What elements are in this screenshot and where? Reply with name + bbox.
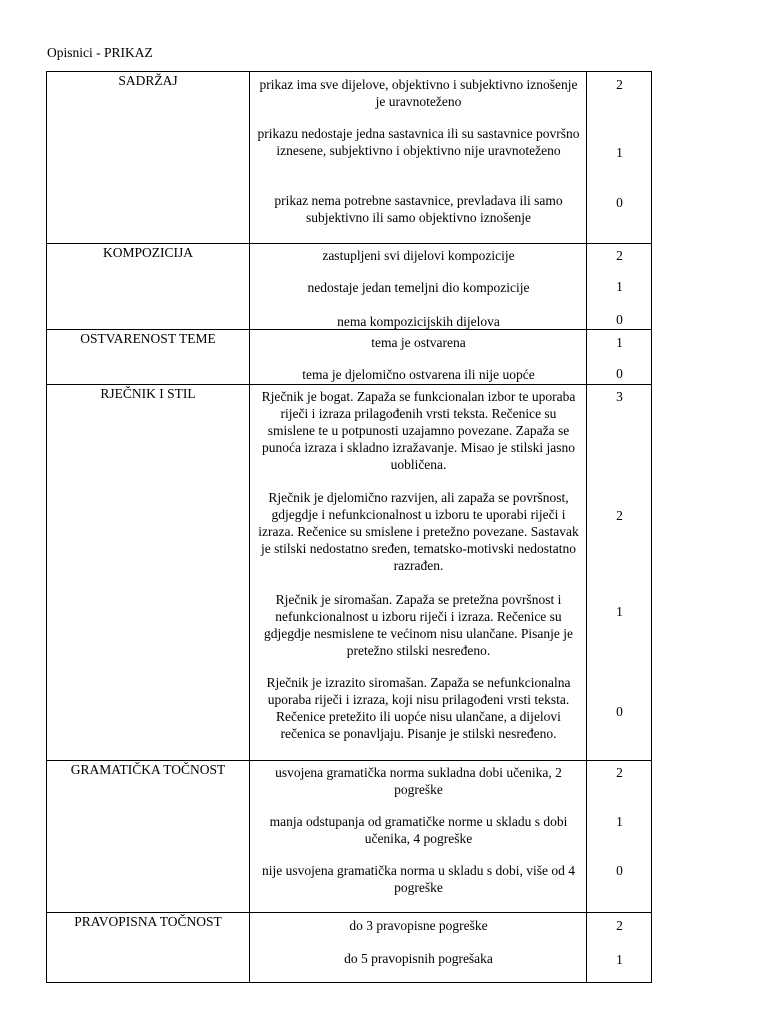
level-description: nedostaje jedan temeljni dio kompozicije [307,280,530,295]
rubric-table [46,71,652,983]
criterion-pravopisna-tocnost: PRAVOPISNA TOČNOST [47,913,250,983]
level-score: 0 [616,704,623,719]
scores-ostvarenost-teme [587,330,652,385]
scores-gramaticka-tocnost [587,761,652,913]
level-description: Rječnik je bogat. Zapaža se funkcionalan izbor te uporaba riječi i izraza prilagođenih vrsti teksta. Rečenice su smislene te u potpunosti uzajamno povezane. Zapaža se punoća izraza i skladno izražavanje. Misao je stilski jasno uobličena. [261,389,576,472]
criterion-kompozicija: KOMPOZICIJA [47,244,250,330]
scores-pravopisna-tocnost [587,913,652,983]
descriptions-sadrzaj [250,72,587,244]
level-description: nema kompozicijskih dijelova [337,314,500,329]
level-score: 0 [616,863,623,878]
level-score: 2 [616,918,623,933]
level-description: Rječnik je siromašan. Zapaža se pretežna površnost i nefunkcionalnost u izboru riječi i izraza. Rečenice su gdjegdje nesmislene te većinom nisu ulančane. Pisanje je pretežno stilski nesređeno. [264,592,573,658]
level-description: usvojena gramatička norma sukladna dobi učenika, 2 pogreške [275,765,562,797]
criterion-ostvarenost-teme: OSTVARENOST TEME [47,330,250,385]
rubric-row-ostvarenost-teme [47,330,652,385]
criterion-gramaticka-tocnost: GRAMATIČKA TOČNOST [47,761,250,913]
level-description: prikaz ima sve dijelove, objektivno i subjektivno iznošenje je uravnoteženo [259,77,578,109]
descriptions-pravopisna-tocnost [250,913,587,983]
level-score: 0 [616,312,623,327]
level-description: tema je djelomično ostvarena ili nije uopće [302,367,535,382]
level-score: 1 [616,604,623,619]
document-title: Opisnici - PRIKAZ [47,45,153,60]
level-score: 1 [616,814,623,829]
criterion-sadrzaj: SADRŽAJ [47,72,250,244]
scores-rjecnik-i-stil [587,385,652,761]
level-description: Rječnik je izrazito siromašan. Zapaža se nefunkcionalna uporaba riječi i izraza, koji nisu prilagođeni vrsti teksta. Rečenice pretežito ili uopće nisu ulančane, a dijelovi rečenica se ponavljaju. Pisanje je stilski nesređeno. [266,675,571,741]
level-description: zastupljeni svi dijelovi kompozicije [322,248,515,263]
descriptions-gramaticka-tocnost [250,761,587,913]
level-description: Rječnik je djelomično razvijen, ali zapaža se površnost, gdjegdje i nefunkcionalnost u izboru te uporabi riječi i izraza. Rečenice su smislene i pretežno povezane. Sastavak je stilski nedostatno sređen, tematsko-motivski nedostatno razrađen. [258,490,579,573]
level-score: 2 [616,508,623,523]
level-score: 2 [616,77,623,92]
level-description: do 3 pravopisne pogreške [349,918,488,933]
rubric-row-kompozicija [47,244,652,330]
rubric-row-pravopisna-tocnost [47,913,652,983]
level-description: nije usvojena gramatička norma u skladu s dobi, više od 4 pogreške [261,863,576,895]
level-score: 2 [616,765,623,780]
criterion-rjecnik-i-stil: RJEČNIK I STIL [47,385,250,761]
rubric-row-sadrzaj [47,72,652,244]
level-score: 0 [616,366,623,381]
descriptions-kompozicija [250,244,587,330]
level-score: 1 [616,335,623,350]
rubric-row-gramaticka-tocnost [47,761,652,913]
level-description: prikazu nedostaje jedna sastavnica ili su sastavnice površno iznesene, subjektivno i objektivno nije uravnoteženo [257,126,580,158]
level-score: 1 [616,279,623,294]
scores-kompozicija [587,244,652,330]
level-score: 2 [616,248,623,263]
rubric-row-rjecnik-i-stil [47,385,652,761]
level-description: tema je ostvarena [371,335,466,350]
level-description: manja odstupanja od gramatičke norme u skladu s dobi učenika, 4 pogreške [269,814,568,846]
descriptions-ostvarenost-teme [250,330,587,385]
level-score: 0 [616,195,623,210]
level-description: prikaz nema potrebne sastavnice, prevladava ili samo subjektivno ili samo objektivno iznošenje [274,193,563,225]
level-score: 1 [616,952,623,967]
level-score: 1 [616,145,623,160]
level-description: do 5 pravopisnih pogrešaka [344,951,493,966]
level-score: 3 [616,389,623,404]
scores-sadrzaj [587,72,652,244]
descriptions-rjecnik-i-stil [250,385,587,761]
